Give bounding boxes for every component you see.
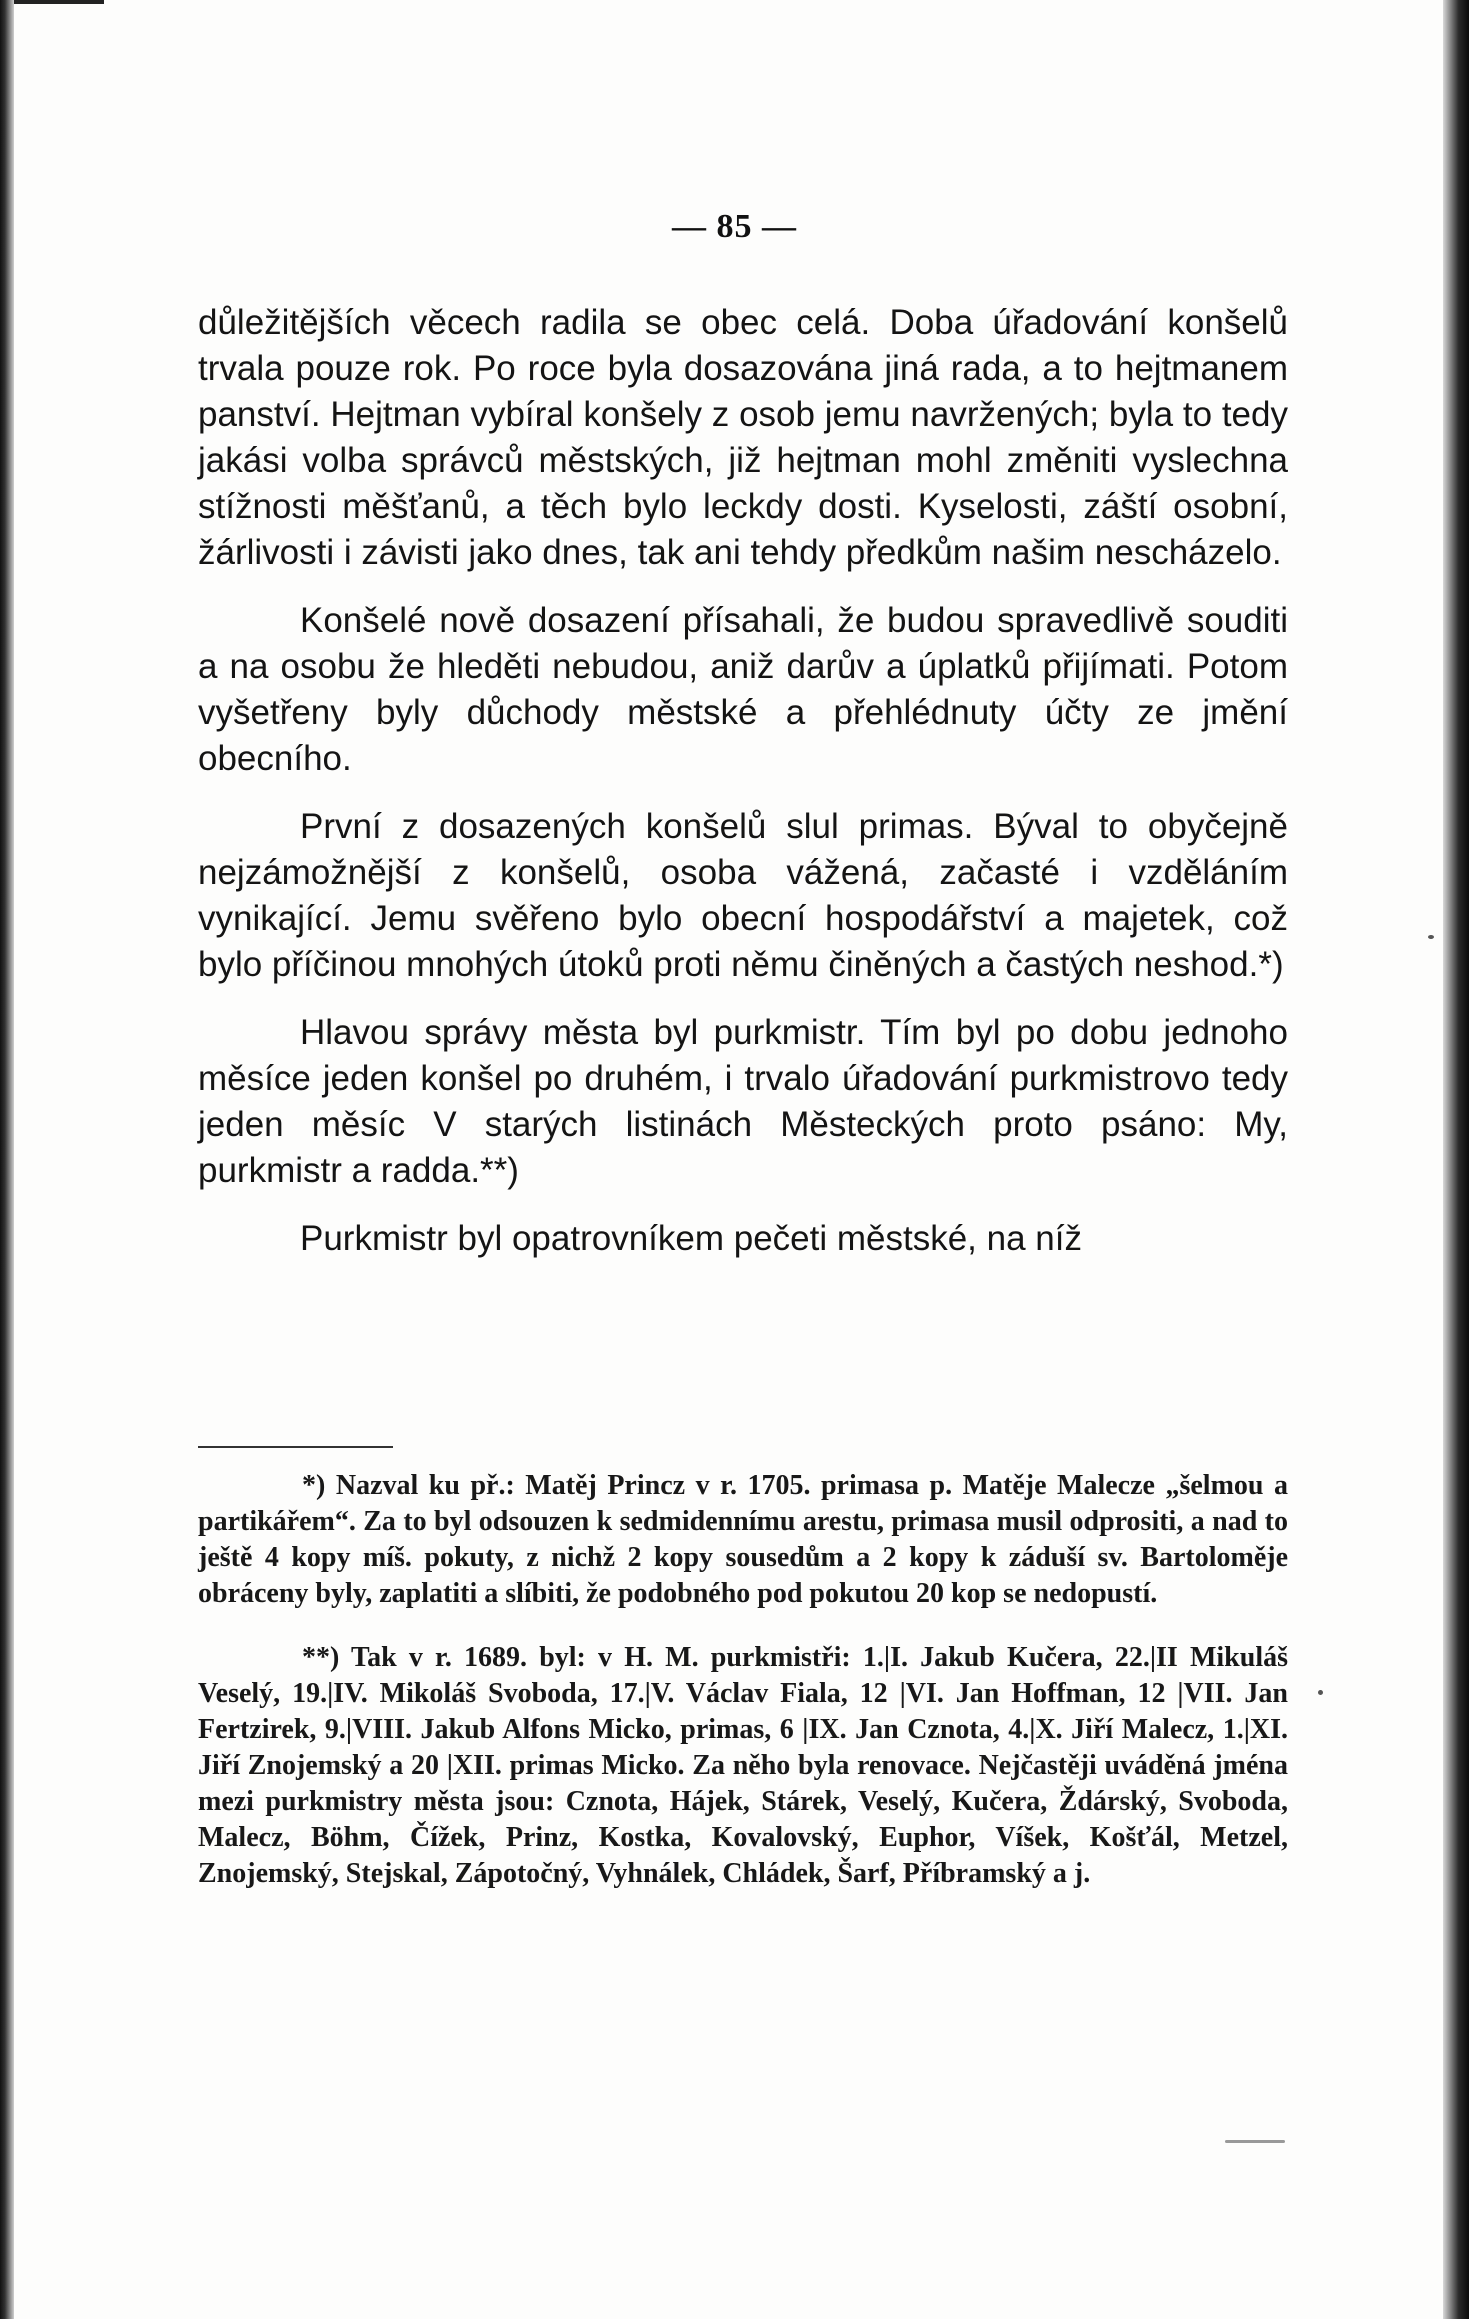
paragraph-2: Konšelé nově dosazení přísahali, že budou spravedlivě souditi a na osobu že hleděti nebudou, aniž darův a úplatků přijímati. Potom vyšetřeny byly důchody městské a přehlédnuty účty ze jmění obecního. [198,601,1288,778]
paragraph-5: Purkmistr byl opatrovníkem pečeti městské, na níž [300,1219,1082,1258]
paragraph-3: První z dosazených konšelů slul primas. Býval to obyčejně nejzámožnější z konšelů, osoba vážená, začasté i vzděláním vynikající. Jemu svěřeno bylo obecní hospodářství a majetek, což bylo příčinou mnohých útoků proti němu činěných a častých neshod.*) [198,807,1288,984]
right-page-edge [1443,0,1469,2319]
left-page-edge [0,0,14,2319]
paragraph-4: Hlavou správy města byl purkmistr. Tím byl po dobu jednoho měsíce jeden konšel po druhém, i trvalo úřadování purkmistrovo tedy jeden měsíc V starých listinách Městeckých proto psáno: My, purkmistr a radda.**) [198,1013,1288,1190]
footnote-1: *) Nazval ku př.: Matěj Princz v r. 1705. primasa p. Matěje Malecze „šelmou a partikářem“. Za to byl odsouzen k sedmidennímu arestu, primasa musil odprositi, a nad to ještě 4 kopy míš. pokuty, z nichž 2 kopy sousedům a 2 kopy k záduší sv. Bartoloměje obráceny byly, zaplatiti a slíbiti, že podobného pod pokutou 20 kop se nedopustí. [198,1470,1288,1609]
top-page-edge [14,0,104,4]
paragraph-1: důležitějších věcech radila se obec celá. Doba úřadování konšelů trvala pouze rok. Po roce byla dosazována jiná rada, a to hejtmanem panství. Hejtman vybíral konšely z osob jemu navržených; byla to tedy jakási volba správců městských, již hejtman mohl změniti vyslechna stížnosti měšťanů, a těch bylo leckdy dosti. Kyselosti, záští osobní, žárlivosti i závisti jako dnes, tak ani tehdy předkům našim nescházelo. [198,303,1288,572]
footnote-2: **) Tak v r. 1689. byl: v H. M. purkmistři: 1.|I. Jakub Kučera, 22.|II Mikuláš Veselý, 19.|IV. Mikoláš Svoboda, 17.|V. Václav Fiala, 12 |VI. Jan Hoffman, 12 |VII. Jan Fertzirek, 9.|VIII. Jakub Alfons Micko, primas, 6 |IX. Jan Cznota, 4.|X. Jiří Malecz, 1.|XI. Jiří Znojemský a 20 |XII. primas Micko. Za něho byla renovace. Nejčastěji uváděná jména mezi purkmistry města jsou: Cznota, Hájek, Stárek, Veselý, Kučera, Ždárský, Svoboda, Malecz, Böhm, Čížek, Prinz, Kostka, Kovalovský, Euphor, Víšek, Košťál, Metzel, Znojemský, Stejskal, Zápotočný, Vyhnálek, Chládek, Šarf, Příbramský a j. [198,1642,1288,1889]
footnote-separator [198,1446,393,1448]
main-text [198,300,1288,1284]
paper-speck [1428,935,1434,939]
footnotes [198,1468,1288,1920]
page-number: — 85 — [672,208,797,245]
paper-speck [1225,2140,1285,2143]
paper-speck [1318,1690,1323,1695]
